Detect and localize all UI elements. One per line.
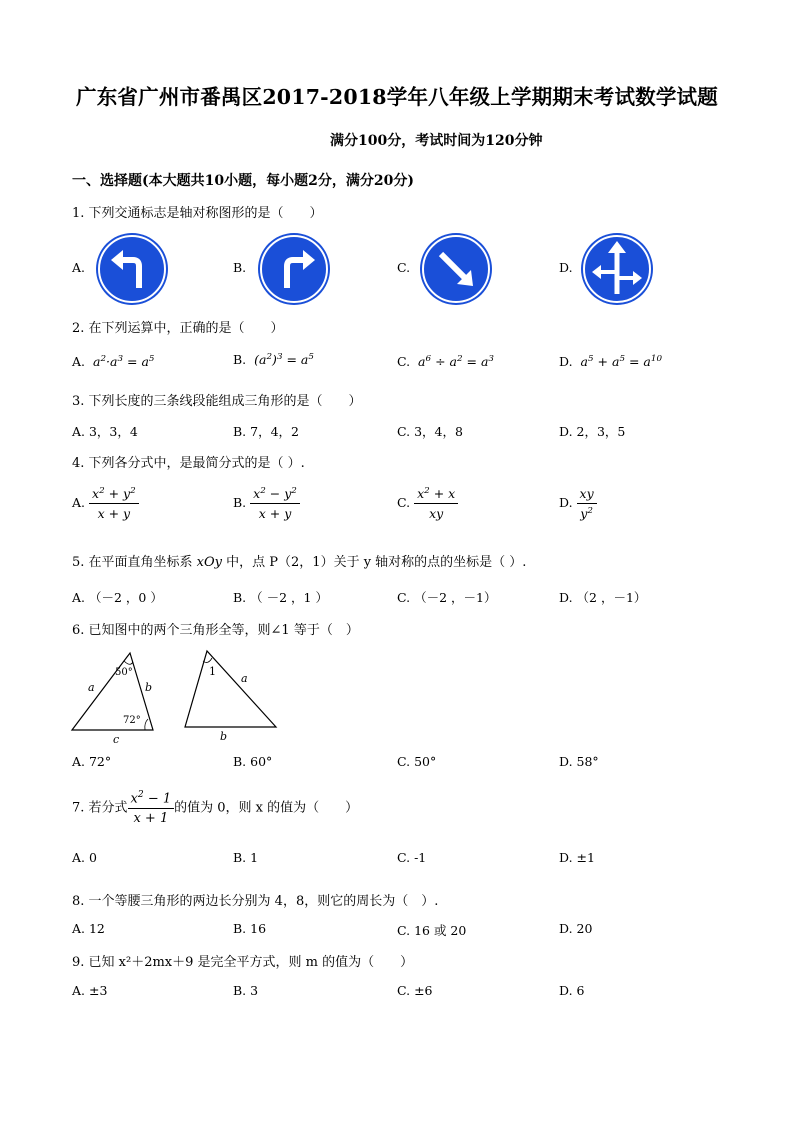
q2-option-b-label: B. — [233, 352, 247, 368]
triangle-figure-1 — [66, 645, 166, 745]
q4-option-c: C. $\frac{x^2 + x}{xy}$ — [397, 486, 458, 521]
q6-option-a: A. 72° — [72, 754, 112, 769]
t1-side-c: c — [113, 733, 120, 745]
q5-option-a: A. （－2 ，0 ） — [72, 590, 163, 605]
t2-angle-1: 1 — [209, 665, 216, 678]
q5-option-b: B. （ －2 ，1 ） — [233, 590, 328, 605]
q6-option-b: B. 60° — [233, 754, 273, 769]
t1-side-b: b — [145, 681, 153, 694]
q5-option-c: C. （－2 ，－1） — [397, 590, 497, 605]
q2-option-a: A. $a^2\cdot a^3 = a^5$ — [72, 354, 155, 370]
q7-option-a: A. 0 — [72, 850, 97, 865]
turn-left-sign-icon — [95, 232, 169, 306]
q6-option-c: C. 50° — [397, 754, 437, 769]
q3-option-b: B. 7，4，2 — [233, 424, 299, 439]
q5-stem-pre: 5. 在平面直角坐标系 — [72, 555, 197, 570]
q1-option-c-label: C. — [397, 260, 411, 275]
q8-option-c: C. 16 或 20 — [397, 923, 467, 938]
triangle-figure-2 — [178, 645, 283, 745]
q3-option-d: D. 2，3，5 — [559, 424, 626, 439]
q3-option-c: C. 3，4，8 — [397, 424, 463, 439]
q2-option-d-label: D. — [559, 354, 573, 370]
q4-option-a: A. $\frac{x^2 + y^2}{x + y}$ — [72, 486, 139, 521]
q5-coord-system: xOy — [196, 555, 223, 570]
t1-top-angle: 50° — [115, 667, 133, 678]
q7-stem-pre: 7. 若分式 — [72, 800, 128, 816]
question-1-stem: 1. 下列交通标志是轴对称图形的是（ ） — [72, 206, 323, 221]
q1-option-b-label: B. — [233, 260, 247, 275]
straight-or-left-right-sign-icon — [580, 232, 654, 306]
q9-option-b: B. 3 — [233, 983, 259, 998]
q5-stem-post: 中，点 P（2，1）关于 y 轴对称的点的坐标是（ ）. — [222, 555, 527, 570]
q1-option-a-label: A. — [72, 260, 86, 275]
question-5-stem — [72, 551, 526, 570]
q4-option-b-label: B. — [233, 495, 247, 511]
t1-bottom-angle: 72° — [123, 715, 141, 726]
page-title: 广东省广州市番禺区2017-2018学年八年级上学期期末考试数学试题 — [76, 85, 718, 109]
q6-option-d: D. 58° — [559, 754, 599, 769]
q4-option-d: D. $\frac{xy}{y^2}$ — [559, 486, 597, 521]
question-8-stem: 8. 一个等腰三角形的两边长分别为 4，8，则它的周长为（ ）. — [72, 894, 439, 909]
question-9-stem: 9. 已知 x²＋2mx＋9 是完全平方式，则 m 的值为（ ） — [72, 955, 414, 970]
question-2-stem: 2. 在下列运算中，正确的是（ ） — [72, 321, 284, 336]
q7-option-b: B. 1 — [233, 850, 259, 865]
diagonal-down-right-sign-icon — [419, 232, 493, 306]
t2-side-a: a — [241, 672, 248, 685]
question-3-stem: 3. 下列长度的三条线段能组成三角形的是（ ） — [72, 394, 362, 409]
turn-right-sign-icon — [257, 232, 331, 306]
q8-option-d: D. 20 — [559, 921, 593, 936]
q8-option-a: A. 12 — [72, 921, 105, 936]
question-4-stem: 4. 下列各分式中，是最简分式的是（ ）. — [72, 456, 305, 471]
q4-option-d-label: D. — [559, 495, 573, 511]
q4-option-a-label: A. — [72, 495, 86, 511]
question-7-stem — [72, 790, 358, 826]
q7-fraction: $\frac{x^2 - 1}{x + 1}$ — [128, 790, 175, 826]
t1-side-a: a — [88, 681, 95, 694]
q9-option-a: A. ±3 — [72, 983, 108, 998]
q7-option-d: D. ±1 — [559, 850, 595, 865]
q3-option-a: A. 3，3，4 — [72, 424, 138, 439]
q2-option-c-label: C. — [397, 354, 411, 370]
q7-stem-post: 的值为 0，则 x 的值为（ ） — [174, 800, 359, 816]
q2-option-c: C. $a^6 \div a^2 = a^3$ — [397, 354, 494, 370]
q1-option-d-label: D. — [559, 260, 573, 275]
q8-option-b: B. 16 — [233, 921, 267, 936]
q9-option-c: C. ±6 — [397, 983, 433, 998]
q7-option-c: C. -1 — [397, 850, 427, 865]
t2-side-b: b — [220, 730, 228, 743]
q4-option-c-label: C. — [397, 495, 411, 511]
q2-option-b: B. $(a^2)^3 = a^5$ — [233, 352, 314, 368]
q5-option-d: D. （2 ，－1） — [559, 590, 647, 605]
q2-option-a-label: A. — [72, 354, 86, 370]
question-6-stem: 6. 已知图中的两个三角形全等，则∠1 等于（ ） — [72, 623, 359, 638]
q4-option-b: B. $\frac{x^2 - y^2}{x + y}$ — [233, 486, 300, 521]
section-heading: 一、选择题(本大题共10小题，每小题2分，满分20分) — [72, 173, 414, 189]
q2-option-d: D. $a^5 + a^5 = a^{10}$ — [559, 354, 663, 370]
q9-option-d: D. 6 — [559, 983, 585, 998]
exam-info: 满分100分，考试时间为120分钟 — [330, 133, 543, 149]
